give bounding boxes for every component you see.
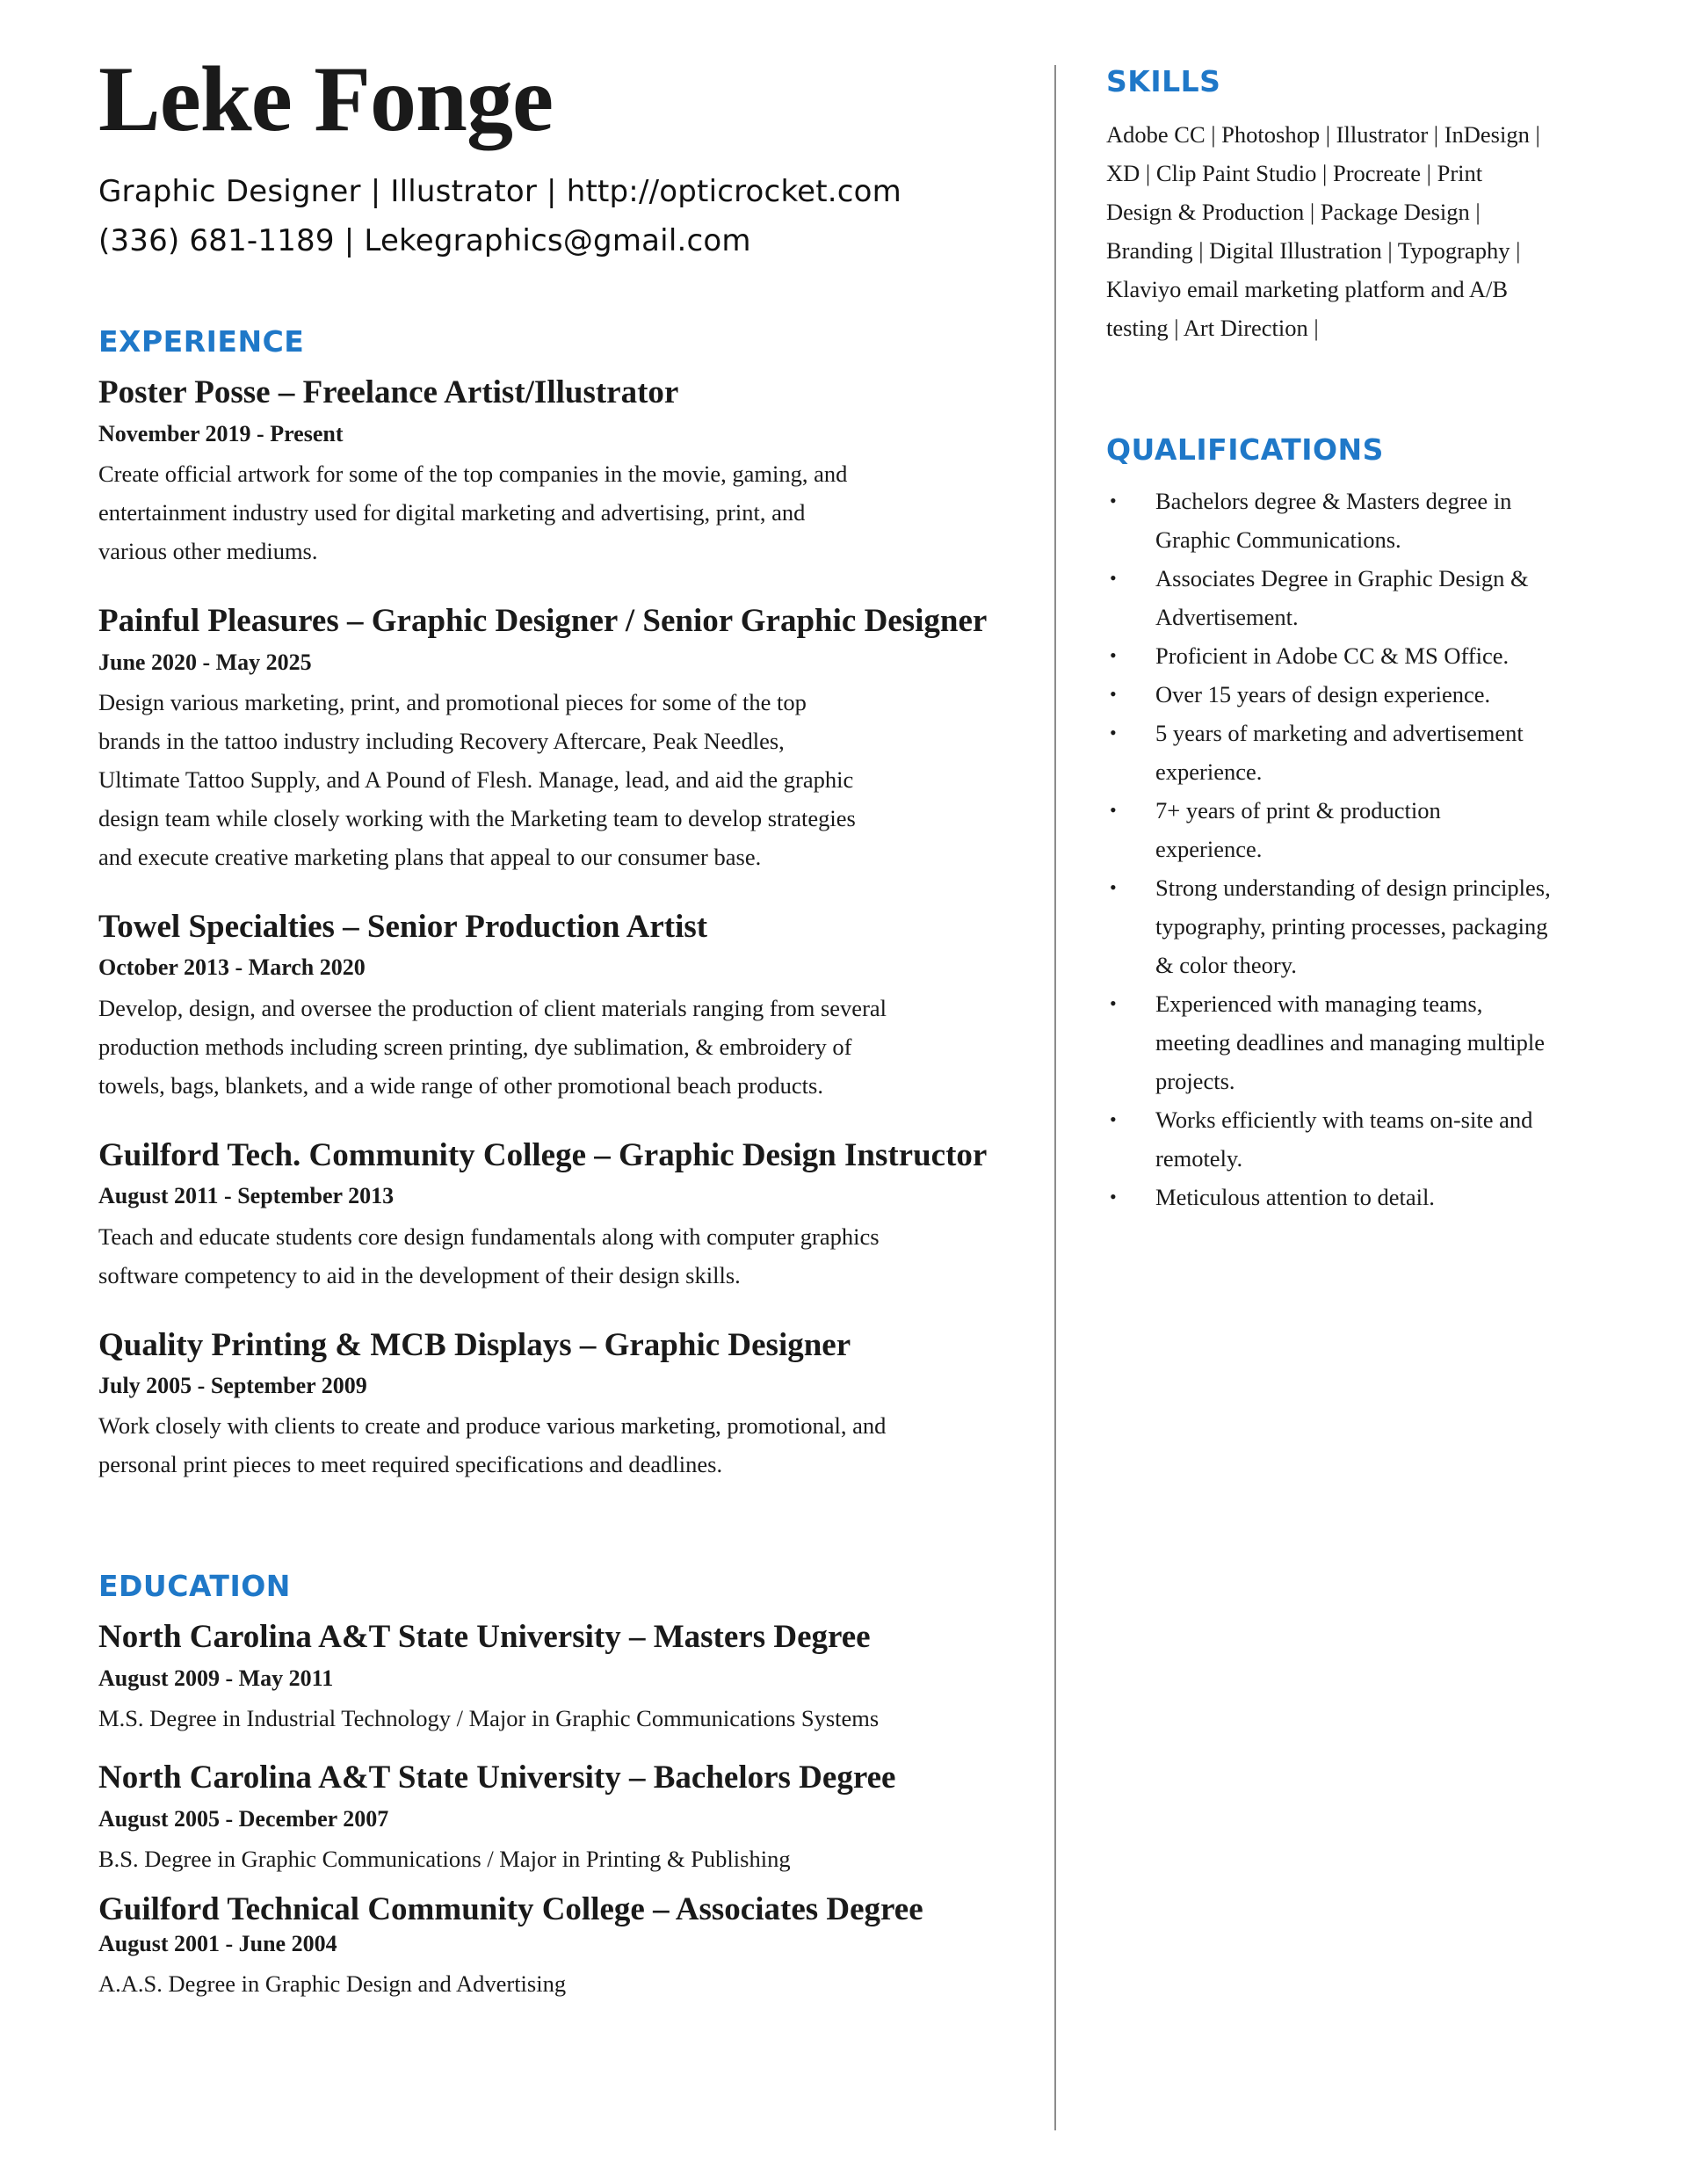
qualification-line: experience.	[1155, 758, 1263, 785]
qualification-line: Proficient in Adobe CC & MS Office.	[1155, 642, 1510, 669]
qualifications-section	[1106, 432, 1598, 1216]
bullet-icon: •	[1110, 799, 1117, 821]
qualification-item	[1106, 636, 1598, 675]
qualification-line: meeting deadlines and managing multiple	[1155, 1029, 1546, 1056]
job-description	[98, 1217, 1030, 1295]
qualification-line: Advertisement.	[1155, 604, 1299, 630]
school-dates: August 2001 - June 2004	[98, 1930, 337, 1956]
desc-line: Create official artwork for some of the top companies in the movie, gaming, and	[98, 460, 848, 487]
job-dates: June 2020 - May 2025	[98, 649, 312, 675]
qualification-item	[1106, 559, 1598, 636]
skills-heading: SKILLS	[1106, 64, 1221, 98]
desc-line: various other mediums.	[98, 537, 318, 564]
qualification-line: Experienced with managing teams,	[1155, 990, 1483, 1017]
bullet-icon: •	[1110, 644, 1117, 666]
qualification-item	[1106, 482, 1598, 559]
job-description	[98, 989, 1030, 1105]
job-dates: July 2005 - September 2009	[98, 1373, 367, 1399]
desc-line: production methods including screen printing, dye sublimation, & embroidery of	[98, 1033, 852, 1060]
desc-line: Teach and educate students core design fundamentals along with computer graphics	[98, 1223, 880, 1250]
qualification-line: Strong understanding of design principles,	[1155, 874, 1551, 901]
right-column	[1106, 64, 1598, 1216]
experience-heading: EXPERIENCE	[98, 324, 305, 359]
job-description	[98, 1406, 1030, 1484]
skills-line: Klaviyo email marketing platform and A/B	[1106, 276, 1509, 302]
skills-section	[1106, 64, 1598, 347]
qualification-line: experience.	[1155, 836, 1263, 862]
education-heading: EDUCATION	[98, 1569, 291, 1604]
school-dates: August 2005 - December 2007	[98, 1805, 389, 1832]
candidate-name: Leke Fonge	[98, 47, 553, 150]
skills-line: testing | Art Direction |	[1106, 315, 1319, 341]
qualification-item	[1106, 868, 1598, 984]
bullet-icon: •	[1110, 567, 1117, 589]
job-entry	[98, 604, 1030, 876]
education-entry	[98, 1760, 1030, 1878]
job-heading: Guilford Tech. Community College – Graphic Design Instructor	[98, 1136, 988, 1173]
qualification-line: Bachelors degree & Masters degree in	[1155, 488, 1512, 514]
qualifications-list	[1106, 482, 1598, 1216]
school-heading: Guilford Technical Community College – Associates Degree	[98, 1891, 923, 1928]
skills-line: Adobe CC | Photoshop | Illustrator | InDesign |	[1106, 121, 1540, 148]
qualification-item	[1106, 714, 1598, 791]
qualification-item	[1106, 984, 1598, 1100]
desc-line: towels, bags, blankets, and a wide range of other promotional beach products.	[98, 1071, 823, 1099]
desc-line: entertainment industry used for digital marketing and advertising, print, and	[98, 498, 806, 526]
job-entry	[98, 1328, 1030, 1484]
bullet-icon: •	[1110, 992, 1117, 1014]
desc-line: design team while closely working with the Marketing team to develop strategies	[98, 804, 856, 831]
qualification-line: projects.	[1155, 1068, 1235, 1094]
bullet-icon: •	[1110, 722, 1117, 744]
column-divider	[1054, 65, 1056, 2130]
job-heading: Painful Pleasures – Graphic Designer / Senior Graphic Designer	[98, 602, 988, 639]
education-section	[98, 1571, 1030, 2003]
skills-line: XD | Clip Paint Studio | Procreate | Print	[1106, 160, 1483, 186]
qualification-line: Works efficiently with teams on-site and	[1155, 1107, 1533, 1133]
desc-line: Work closely with clients to create and produce various marketing, promotional, and	[98, 1412, 887, 1440]
experience-section	[98, 324, 1030, 1484]
contact-line-phone-email: (336) 681-1189 | Lekegraphics@gmail.com	[98, 223, 751, 258]
school-detail: A.A.S. Degree in Graphic Design and Advertising	[98, 1970, 567, 1997]
desc-line: Develop, design, and oversee the production of client materials ranging from several	[98, 994, 887, 1021]
qualification-line: Associates Degree in Graphic Design &	[1155, 565, 1529, 591]
skills-line: Branding | Digital Illustration | Typography |	[1106, 237, 1521, 264]
school-detail: B.S. Degree in Graphic Communications / Major in Printing & Publishing	[98, 1846, 791, 1873]
school-dates: August 2009 - May 2011	[98, 1665, 334, 1692]
contact-line-title-website: Graphic Designer | Illustrator | http://opticrocket.com	[98, 174, 901, 209]
school-heading: North Carolina A&T State University – Bachelors Degree	[98, 1760, 896, 1796]
qualification-line: Meticulous attention to detail.	[1155, 1184, 1435, 1210]
job-dates: October 2013 - March 2020	[98, 954, 366, 981]
job-heading: Poster Posse – Freelance Artist/Illustrator	[98, 374, 679, 410]
job-entry	[98, 910, 1030, 1105]
desc-line: Design various marketing, print, and promotional pieces for some of the top	[98, 688, 807, 715]
bullet-icon: •	[1110, 683, 1117, 705]
bullet-icon: •	[1110, 876, 1117, 898]
qualification-line: & color theory.	[1155, 952, 1297, 978]
qualification-line: Graphic Communications.	[1155, 526, 1401, 553]
job-entry	[98, 375, 1030, 570]
qualification-line: 7+ years of print & production	[1155, 797, 1441, 824]
school-heading: North Carolina A&T State University – Masters Degree	[98, 1619, 871, 1656]
job-heading: Quality Printing & MCB Displays – Graphic Designer	[98, 1326, 851, 1363]
desc-line: personal print pieces to meet required specifications and deadlines.	[98, 1451, 723, 1478]
desc-line: and execute creative marketing plans that appeal to our consumer base.	[98, 843, 762, 870]
qualification-item	[1106, 1100, 1598, 1178]
job-description	[98, 454, 1030, 570]
qualification-item	[1106, 1178, 1598, 1216]
qualification-line: 5 years of marketing and advertisement	[1155, 720, 1524, 746]
job-heading: Towel Specialties – Senior Production Artist	[98, 908, 708, 945]
qualification-line: Over 15 years of design experience.	[1155, 681, 1491, 707]
school-detail: M.S. Degree in Industrial Technology / Major in Graphic Communications Systems	[98, 1705, 880, 1732]
bullet-icon: •	[1110, 1108, 1117, 1130]
desc-line: Ultimate Tattoo Supply, and A Pound of Flesh. Manage, lead, and aid the graphic	[98, 765, 854, 793]
qualification-line: remotely.	[1155, 1145, 1243, 1172]
qualification-item	[1106, 791, 1598, 868]
education-entry	[98, 1620, 1030, 1738]
qualification-line: typography, printing processes, packaging	[1155, 913, 1548, 940]
skills-list	[1106, 115, 1598, 347]
qualifications-heading: QUALIFICATIONS	[1106, 432, 1384, 467]
skills-line: Design & Production | Package Design |	[1106, 199, 1481, 225]
education-entry	[98, 1892, 1030, 2003]
bullet-icon: •	[1110, 1186, 1117, 1208]
job-entry	[98, 1138, 1030, 1295]
job-description	[98, 683, 1030, 876]
qualification-item	[1106, 675, 1598, 714]
job-dates: August 2011 - September 2013	[98, 1183, 395, 1209]
desc-line: software competency to aid in the development of their design skills.	[98, 1261, 741, 1288]
job-dates: November 2019 - Present	[98, 420, 344, 446]
bullet-icon: •	[1110, 490, 1117, 512]
left-column	[98, 47, 1030, 2003]
desc-line: brands in the tattoo industry including Recovery Aftercare, Peak Needles,	[98, 727, 785, 754]
